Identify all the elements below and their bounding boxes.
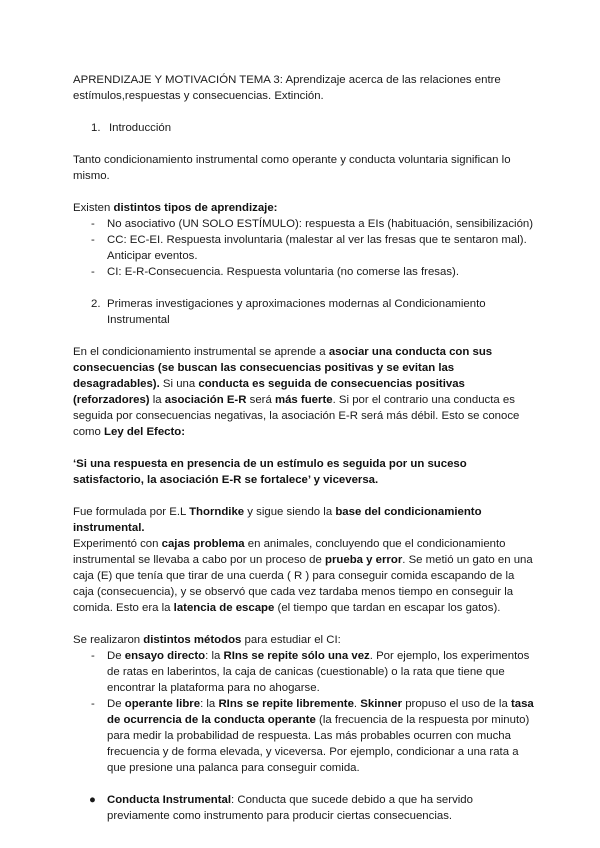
bold-text: RIns se repite libremente xyxy=(218,698,354,710)
text: y sigue siendo la xyxy=(244,506,336,518)
text: en animales, concluyendo que el condicionamiento instrumental se llevaba a cabo por un proceso de xyxy=(73,538,506,566)
list-item-text xyxy=(107,792,535,824)
list-item xyxy=(73,232,535,264)
dash-marker: - xyxy=(91,266,95,278)
intro-paragraph: Tanto condicionamiento instrumental como operante y conducta voluntaria significan lo mismo. xyxy=(73,154,511,182)
paragraph-ley-efecto xyxy=(73,344,535,440)
text: Se realizaron xyxy=(73,634,144,646)
list-item xyxy=(73,264,535,280)
paragraph-cajas-problema xyxy=(73,536,535,616)
bold-text: Skinner xyxy=(360,698,403,710)
paragraph-thorndike xyxy=(73,504,535,536)
section-1-number: 1. xyxy=(91,122,101,134)
bullet-marker: ● xyxy=(89,794,96,806)
text: . Por ejemplo, los experimentos de ratas en laberintos, la caja de canicas (cuestionable) o la rata que tiene que encontrar la plataforma para no ahogarse. xyxy=(107,650,530,694)
section-1-heading xyxy=(73,120,535,136)
text: : la xyxy=(200,698,219,710)
list-item-text xyxy=(107,648,535,696)
text: De xyxy=(107,698,125,710)
bold-text: conducta es seguida de consecuencias positivas (reforzadores) xyxy=(73,378,465,406)
metodos-list xyxy=(73,648,535,776)
bold-text: prueba y error xyxy=(325,554,403,566)
bold-text: cajas problema xyxy=(161,538,245,550)
bold-quote: ‘Si una respuesta en presencia de un estímulo es seguida por un suceso satisfactorio, la asociación E-R se fortalece’ y viceversa. xyxy=(73,458,467,486)
tipos-lead xyxy=(73,200,535,216)
doc-title: APRENDIZAJE Y MOTIVACIÓN TEMA 3: Aprendizaje acerca de las relaciones entre estímulos,respuestas y consecuencias. Extinción. xyxy=(73,74,501,102)
list-item-text: CC: EC-EI. Respuesta involuntaria (malestar al ver las fresas que te sentaron mal). Anticipar eventos. xyxy=(107,234,527,262)
text: Fue formulada por E.L xyxy=(73,506,190,518)
text: : la xyxy=(205,650,224,662)
tipos-lead-text: Existen xyxy=(73,202,114,214)
text: De xyxy=(107,650,125,662)
quote-ley-efecto xyxy=(73,456,535,488)
list-item-text xyxy=(107,696,535,776)
bold-text: base del condicionamiento instrumental. xyxy=(73,506,482,534)
text: En el condicionamiento instrumental se aprende a xyxy=(73,346,329,358)
text: (el tiempo que tardan en escapar los gatos). xyxy=(274,602,501,614)
section-1-label: Introducción xyxy=(109,122,172,134)
text: propuso el uso de la xyxy=(402,698,511,710)
text: : Conducta que sucede debido a que ha servido previamente como instrumento para producir ciertas consecuencias. xyxy=(107,794,473,822)
document-page xyxy=(73,72,535,824)
bold-text: RIns se repite sólo una vez xyxy=(223,650,370,662)
ci-list xyxy=(73,792,535,824)
text: la xyxy=(149,394,165,406)
bold-text: latencia de escape xyxy=(173,602,275,614)
metodos-lead xyxy=(73,632,535,648)
dash-marker: - xyxy=(91,698,95,710)
bold-text: más fuerte xyxy=(274,394,333,406)
text: Si una xyxy=(159,378,199,390)
bold-text: distintos métodos xyxy=(143,634,242,646)
text: (la frecuencia de la respuesta por minuto) para medir la probabilidad de respuesta. Las más probables ocurren con mucha frecuencia y de forma elevada, y viceversa. Por ejemplo, condicionar a una rata a que presione una palanca para conseguir comida. xyxy=(107,714,530,774)
bold-text: tasa de ocurrencia de la conducta operante xyxy=(107,698,534,726)
bold-text: operante libre xyxy=(124,698,201,710)
dash-marker: - xyxy=(91,234,95,246)
text: Experimentó con xyxy=(73,538,162,550)
list-item xyxy=(73,792,535,824)
text: será xyxy=(246,394,275,406)
text: . Si por el contrario una conducta es seguida por consecuencias negativas, la asociación E-R será más débil. Esto se conoce como xyxy=(73,394,520,438)
list-item xyxy=(73,696,535,776)
text: . xyxy=(353,698,361,710)
section-2-label: Primeras investigaciones y aproximaciones modernas al Condicionamiento Instrumental xyxy=(107,298,486,326)
tipos-lead-bold: distintos tipos de aprendizaje: xyxy=(113,202,278,214)
dash-marker: - xyxy=(91,650,95,662)
bold-text: ensayo directo xyxy=(124,650,206,662)
bold-text: asociación E-R xyxy=(164,394,247,406)
list-item xyxy=(73,216,535,232)
section-2-heading xyxy=(73,296,535,328)
bold-text: Ley del Efecto: xyxy=(104,426,186,438)
list-item-text: CI: E-R-Consecuencia. Respuesta voluntaria (no comerse las fresas). xyxy=(107,266,459,278)
list-item-text: No asociativo (UN SOLO ESTÍMULO): respuesta a EIs (habituación, sensibilización) xyxy=(107,218,534,230)
list-item xyxy=(73,648,535,696)
dash-marker: - xyxy=(91,218,95,230)
text: para estudiar el CI: xyxy=(241,634,341,646)
bold-text: asociar una conducta con sus consecuencias (se buscan las consecuencias positivas y se evitan las desagradables). xyxy=(73,346,493,390)
bold-text: Thorndike xyxy=(189,506,245,518)
bold-text: Conducta Instrumental xyxy=(107,794,232,806)
text: . Se metió un gato en una caja (E) que tenía que tirar de una cuerda ( R ) para conseguir comida escapando de la caja (consecuencia), y se observó que cada vez tardaba menos tiempo en conseguir la comida. Esto era la xyxy=(73,554,533,614)
section-2-number: 2. xyxy=(91,298,101,310)
tipos-list xyxy=(73,216,535,280)
